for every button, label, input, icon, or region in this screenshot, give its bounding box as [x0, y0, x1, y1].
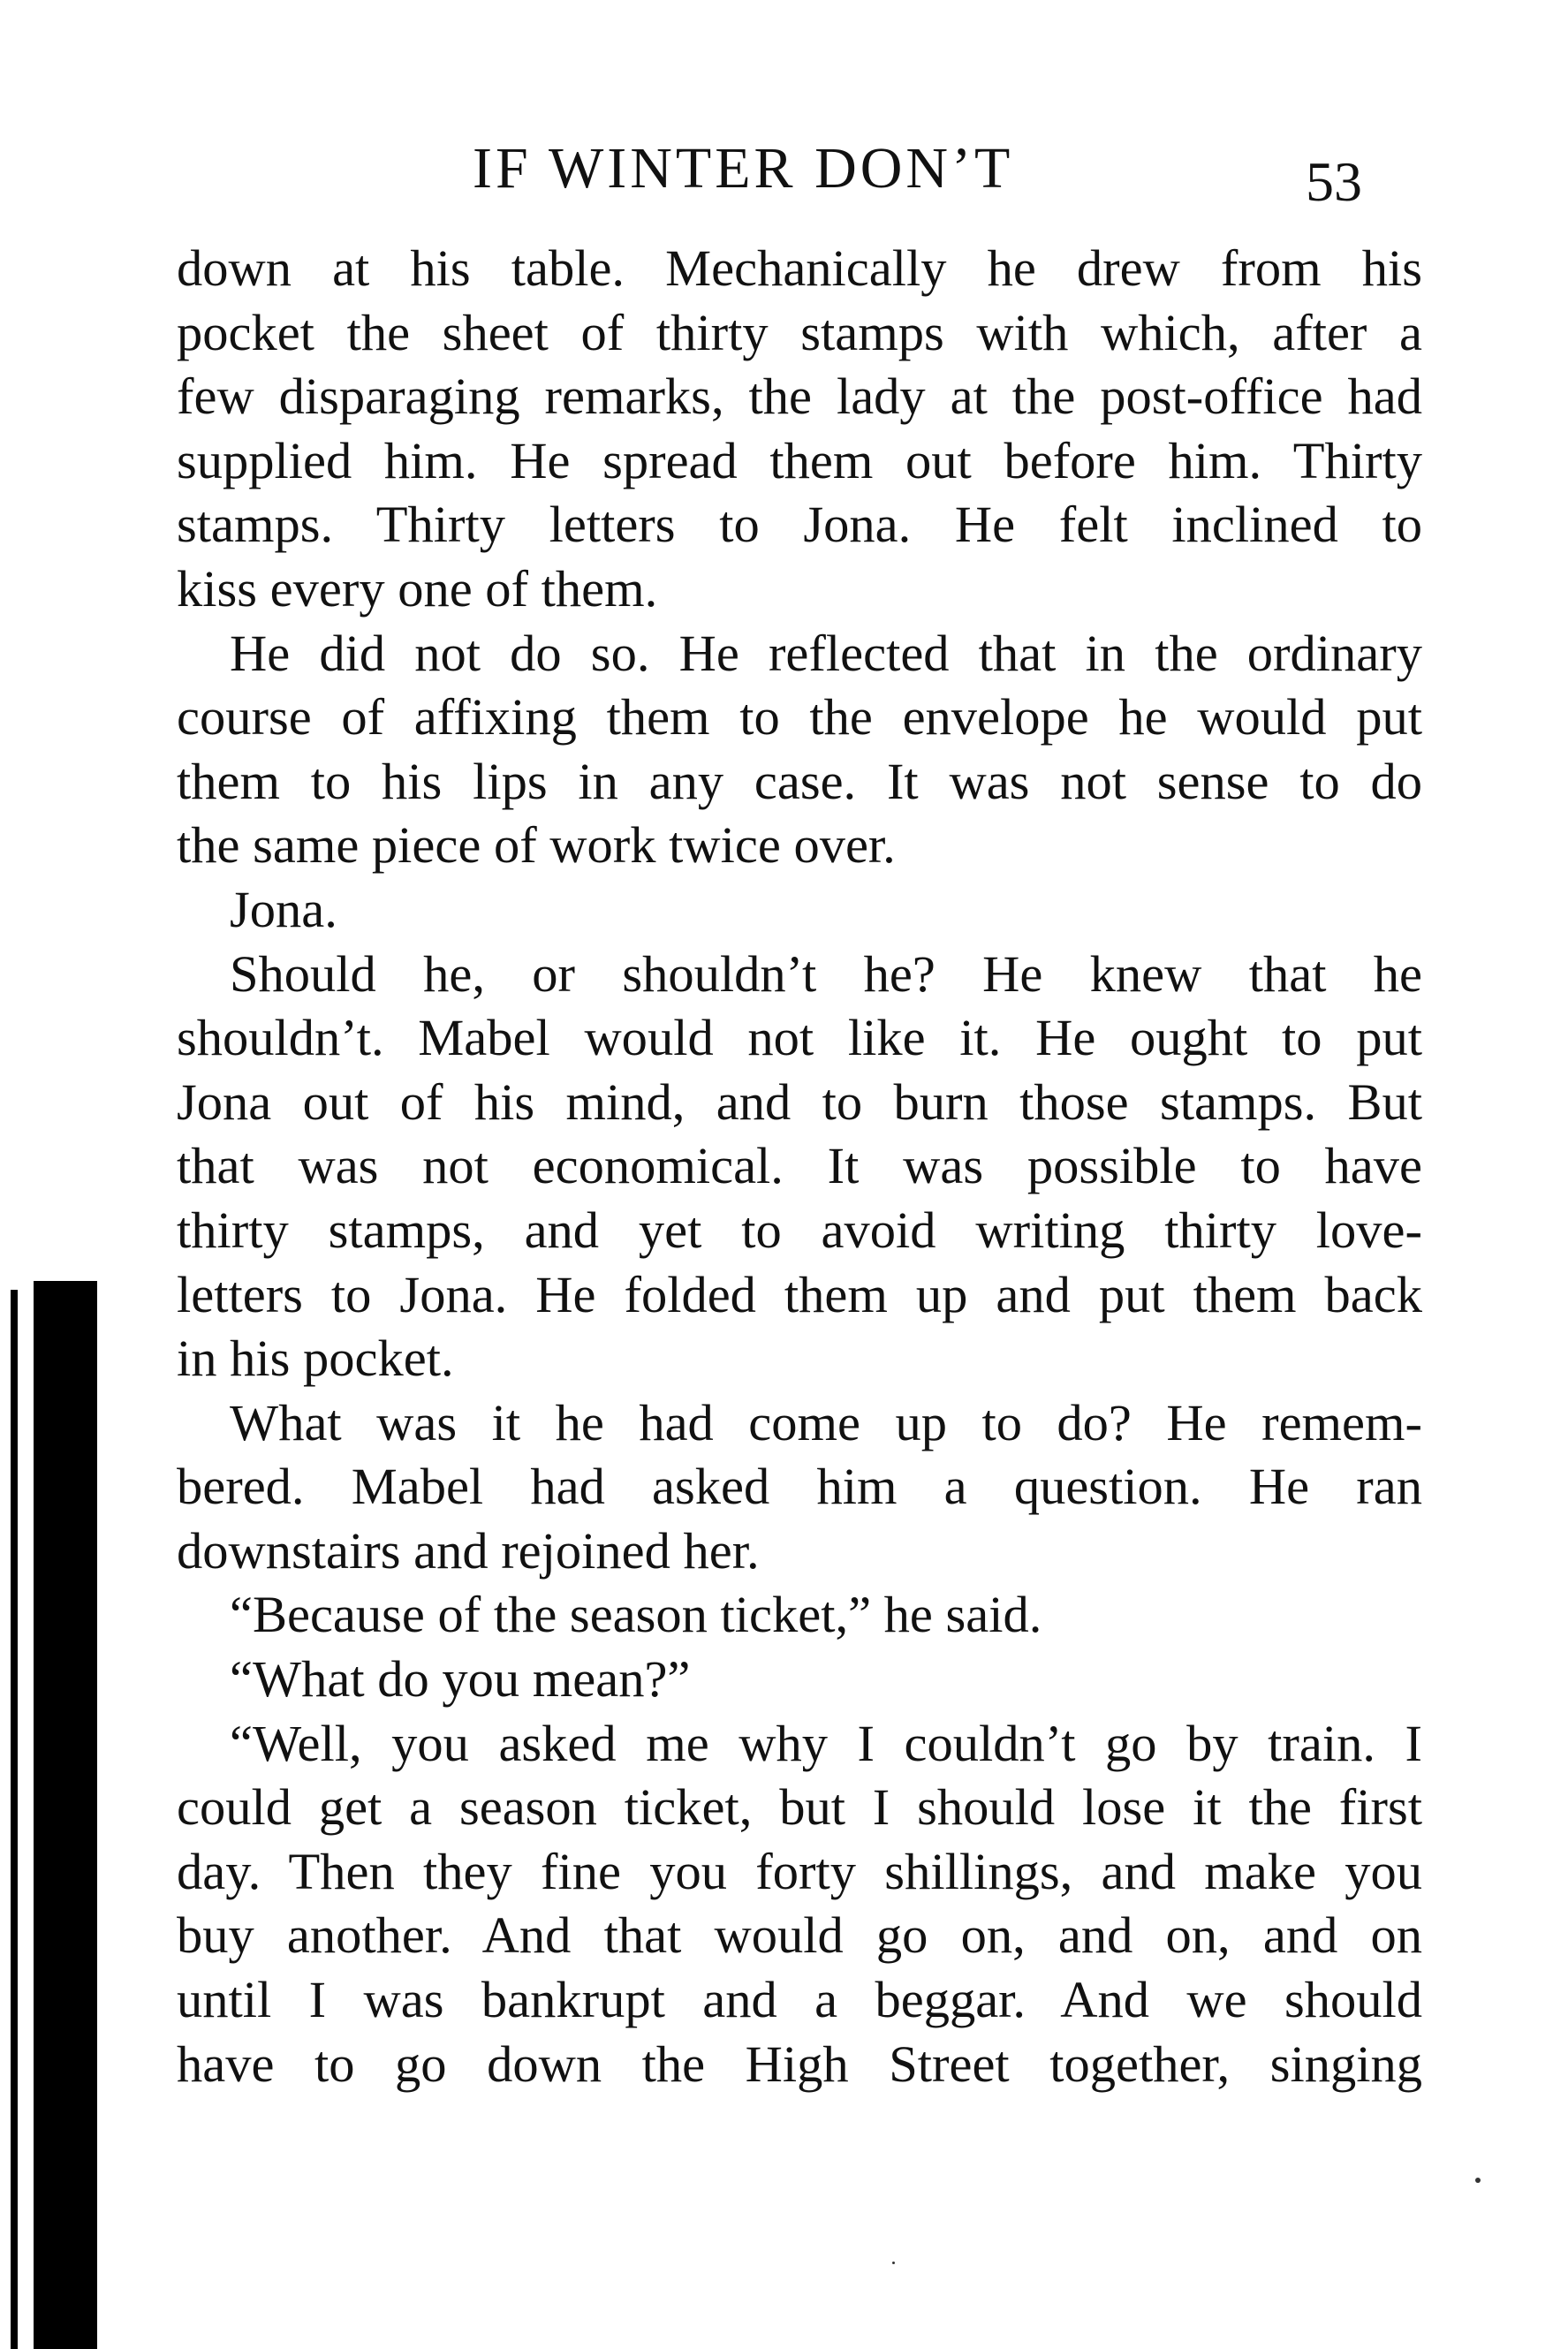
page-body [177, 237, 1422, 2096]
scan-binding-shadow [34, 1281, 97, 2349]
text-line: stamps. Thirty letters to Jona. He felt inclined to [177, 496, 1422, 554]
text-line: few disparaging remarks, the lady at the post-office had [177, 368, 1422, 426]
text-line: the same piece of work twice over. [177, 816, 896, 875]
text-line: supplied him. He spread them out before him. Thirty [177, 431, 1422, 489]
text-line: What was it he had come up to do? He remem- [230, 1393, 1422, 1451]
scan-speck [892, 2262, 895, 2264]
text-line: have to go down the High Street together, singing [177, 2035, 1422, 2093]
text-line: down at his table. Mechanically he drew from his [177, 239, 1422, 297]
text-line: Jona. [230, 880, 337, 938]
text-line: course of affixing them to the envelope he would put [177, 688, 1422, 746]
page-number: 53 [1306, 150, 1362, 213]
text-line: could get a season ticket, but I should lose it the first [177, 1778, 1422, 1837]
text-line: kiss every one of them. [177, 559, 658, 618]
text-line: Jona out of his mind, and to burn those stamps. But [177, 1072, 1422, 1131]
text-line: Should he, or shouldn’t he? He knew that he [230, 944, 1422, 1003]
text-line: them to his lips in any case. It was not sense to do [177, 752, 1422, 810]
text-line: He did not do so. He reflected that in the ordinary [230, 624, 1422, 682]
text-line: “Well, you asked me why I couldn’t go by train. I [230, 1714, 1422, 1772]
text-line: letters to Jona. He folded them up and put them back [177, 1265, 1422, 1323]
text-line: downstairs and rejoined her. [177, 1521, 760, 1580]
running-header: IF WINTER DON’T [473, 136, 1014, 201]
text-line: “What do you mean?” [230, 1650, 691, 1709]
text-line: pocket the sheet of thirty stamps with which, after a [177, 303, 1422, 361]
text-line: until I was bankrupt and a beggar. And we should [177, 1971, 1422, 2029]
text-line: shouldn’t. Mabel would not like it. He ought to put [177, 1009, 1422, 1067]
text-line: “Because of the season ticket,” he said. [230, 1586, 1042, 1644]
text-line: in his pocket. [177, 1330, 454, 1388]
text-line: thirty stamps, and yet to avoid writing thirty love- [177, 1201, 1422, 1259]
scan-binding-shadow [11, 1290, 18, 2349]
scan-speck [1475, 2178, 1481, 2183]
text-line: day. Then they fine you forty shillings, and make you [177, 1842, 1422, 1900]
text-line: that was not economical. It was possible to have [177, 1137, 1422, 1195]
text-line: buy another. And that would go on, and on, and on [177, 1906, 1422, 1965]
text-line: bered. Mabel had asked him a question. He ran [177, 1458, 1422, 1516]
